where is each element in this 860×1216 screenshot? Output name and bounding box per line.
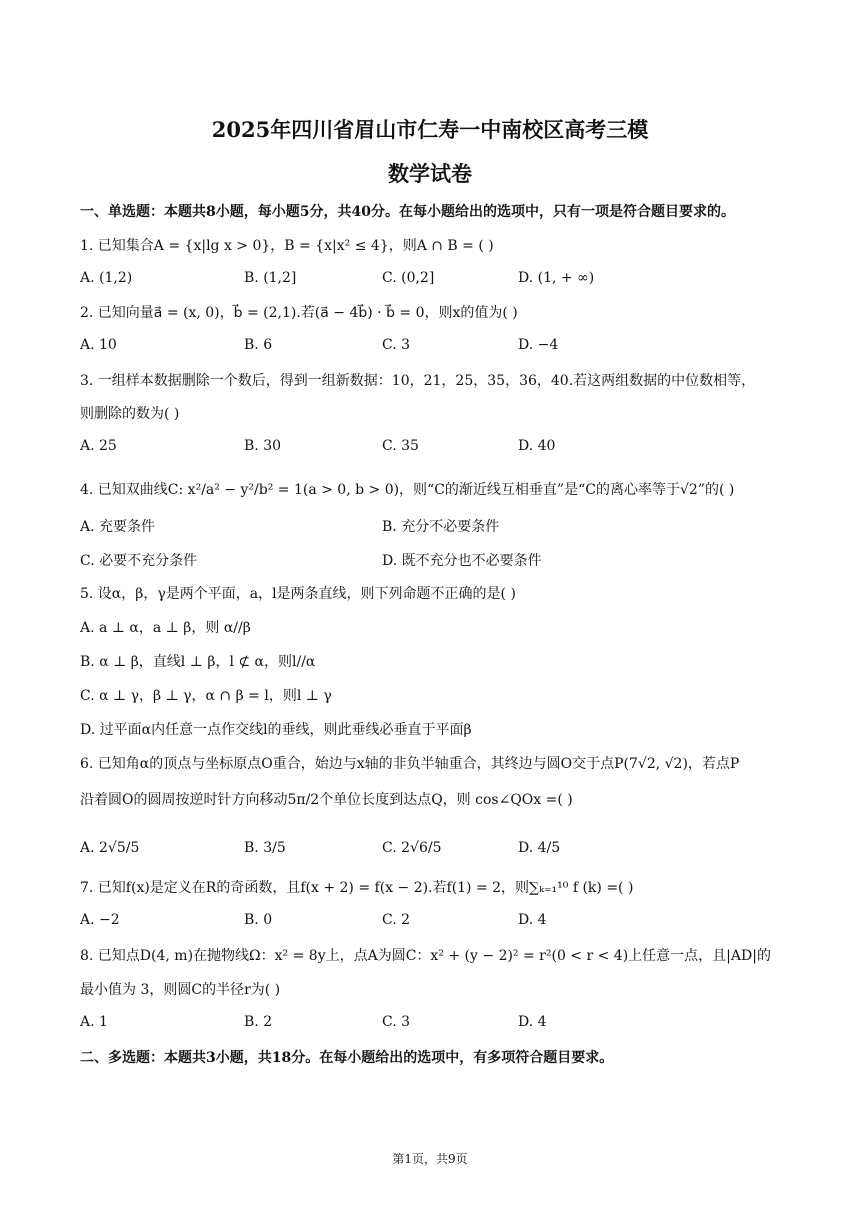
q4-option-b: B. 充分不必要条件 xyxy=(382,519,500,535)
q2-option-b: B. 6 xyxy=(244,337,273,353)
q4-option-d: D. 既不充分也不必要条件 xyxy=(382,553,542,569)
question-3-stem-line-1: 3. 一组样本数据删除一个数后，得到一组新数据：10，21，25，35，36，40.若这两组数据的中位数相等， xyxy=(80,373,756,389)
q5-option-d: D. 过平面α内任意一点作交线l的垂线，则此垂线必垂直于平面β xyxy=(80,722,472,738)
question-6-stem-line-1: 6. 已知角α的顶点与坐标原点O重合，始边与x轴的非负半轴重合，其终边与圆O交于点P(7√2, √2)，若点P xyxy=(80,756,740,772)
q7-option-c: C. 2 xyxy=(382,912,411,928)
q3-option-c: C. 35 xyxy=(382,438,419,454)
q5-option-c: C. α ⊥ γ，β ⊥ γ，α ∩ β = l，则l ⊥ γ xyxy=(80,688,332,704)
section-heading-single-choice: 一、单选题：本题共8小题，每小题5分，共40分。在每小题给出的选项中，只有一项是符合题目要求的。 xyxy=(80,204,735,220)
question-8-stem-line-2: 最小值为 3，则圆C的半径r为( ) xyxy=(80,982,281,998)
q7-option-a: A. −2 xyxy=(80,912,120,928)
question-5-stem: 5. 设α，β，γ是两个平面，a，l是两条直线，则下列命题不正确的是( ) xyxy=(80,586,516,602)
question-7-stem: 7. 已知f(x)是定义在R的奇函数，且f(x + 2) = f(x − 2).若f(1) = 2，则∑ₖ₌₁¹⁰ f (k) =( ) xyxy=(80,880,634,896)
q7-option-d: D. 4 xyxy=(518,912,547,928)
q1-option-c: C. (0,2] xyxy=(382,270,435,286)
q2-option-a: A. 10 xyxy=(80,337,117,353)
q8-option-c: C. 3 xyxy=(382,1014,411,1030)
q1-option-a: A. (1,2) xyxy=(80,270,133,286)
q7-option-b: B. 0 xyxy=(244,912,273,928)
q1-option-b: B. (1,2] xyxy=(244,270,297,286)
question-2-stem: 2. 已知向量a⃗ = (x, 0)，b⃗ = (2,1).若(a⃗ − 4b⃗) · b⃗ = 0，则x的值为( ) xyxy=(80,305,518,321)
q6-option-d: D. 4/5 xyxy=(518,840,561,856)
q6-option-a: A. 2√5/5 xyxy=(80,840,140,856)
q8-option-a: A. 1 xyxy=(80,1014,108,1030)
question-4-stem: 4. 已知双曲线C: x²/a² − y²/b² = 1(a > 0, b > 0)，则“C的渐近线互相垂直”是“C的离心率等于√2”的( ) xyxy=(80,482,735,498)
q6-option-b: B. 3/5 xyxy=(244,840,286,856)
q3-option-a: A. 25 xyxy=(80,438,117,454)
q4-option-a: A. 充要条件 xyxy=(80,519,156,535)
question-3-stem-line-2: 则删除的数为( ) xyxy=(80,406,180,422)
q3-option-b: B. 30 xyxy=(244,438,282,454)
page-footer: 第1页，共9页 xyxy=(392,1152,468,1166)
q5-option-b: B. α ⊥ β，直线l ⊥ β，l ⊄ α，则l//α xyxy=(80,654,316,670)
page-subtitle: 数学试卷 xyxy=(388,161,472,186)
q3-option-d: D. 40 xyxy=(518,438,556,454)
question-6-stem-line-2: 沿着圆O的圆周按逆时针方向移动5π/2个单位长度到达点Q，则 cos∠QOx =( ) xyxy=(80,792,573,808)
q8-option-b: B. 2 xyxy=(244,1014,273,1030)
q5-option-a: A. a ⊥ α，a ⊥ β，则 α//β xyxy=(80,620,251,636)
section-heading-multiple-choice: 二、多选题：本题共3小题，共18分。在每小题给出的选项中，有多项符合题目要求。 xyxy=(80,1050,614,1066)
q6-option-c: C. 2√6/5 xyxy=(382,840,442,856)
question-8-stem-line-1: 8. 已知点D(4, m)在抛物线Ω：x² = 8y上，点A为圆C：x² + (y − 2)² = r²(0 < r < 4)上任意一点，且|AD|的 xyxy=(80,948,771,964)
page-title: 2025年四川省眉山市仁寿一中南校区高考三模 xyxy=(211,117,649,142)
q8-option-d: D. 4 xyxy=(518,1014,547,1030)
q1-option-d: D. (1, + ∞) xyxy=(518,270,595,286)
q4-option-c: C. 必要不充分条件 xyxy=(80,553,198,569)
q2-option-c: C. 3 xyxy=(382,337,411,353)
question-1-stem: 1. 已知集合A = {x|lg x > 0}，B = {x|x² ≤ 4}，则A ∩ B = ( ) xyxy=(80,238,494,254)
q2-option-d: D. −4 xyxy=(518,337,559,353)
